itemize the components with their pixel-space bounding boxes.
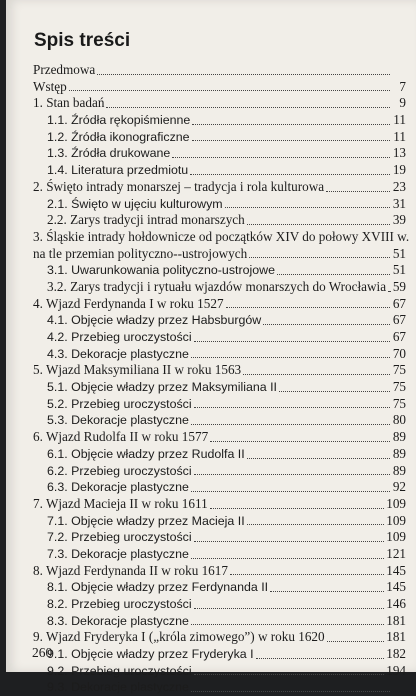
toc-entry-label: 5. Wjazd Maksymiliana II w roku 1563 [33,362,242,378]
toc-entry-page: 13 [392,145,406,161]
toc-entry-page: 11 [393,128,406,144]
toc-entry [6,362,416,379]
toc-entry [6,412,416,429]
dot-leader [172,157,390,158]
toc-entry-page: 75 [392,395,406,411]
toc-entry-label: 8.2. Przebieg uroczystości [47,597,192,611]
dot-leader [270,591,384,592]
dot-leader [194,608,385,609]
toc-entry-label: 3.2. Zarys tradycji i rytuału wjazdów monarszych do Wrocławia [47,278,387,294]
toc-entry [6,613,416,630]
toc-entry [6,279,416,296]
toc-entry-page: 51 [392,262,406,278]
toc-entry-page: 145 [386,562,406,578]
toc-entry [6,346,416,363]
dot-leader [191,357,390,358]
toc-entry-page: 9 [399,95,406,111]
toc-entry-page: 70 [392,345,406,361]
toc-entry-page: 121 [386,545,406,561]
toc-entry [6,212,416,229]
toc-entry [6,513,416,530]
toc-entry [6,296,416,313]
dot-leader [194,674,385,675]
toc-entry [6,62,416,79]
toc-entry-page: 89 [392,445,406,461]
toc-entry [6,563,416,580]
toc-entry-page: 75 [392,362,406,378]
toc-entry [6,663,416,680]
toc-entry-page: 92 [392,479,406,495]
dot-leader [279,391,390,392]
toc-entry-label: 3. Śląskie intrady hołdownicze od początków XIV do połowy XVIII w. [33,228,410,244]
toc-entry [6,579,416,596]
toc-entry [6,312,416,329]
dot-leader [191,558,384,559]
toc-entry-page: 89 [392,462,406,478]
toc-entry-label: 4. Wjazd Ferdynanda I w roku 1527 [33,295,224,311]
toc-entry-page: 31 [392,195,406,211]
dot-leader [97,74,390,75]
toc-entry [6,496,416,513]
toc-entry-label: 8.3. Dekoracje plastyczne [47,613,189,628]
toc-entry-label: na tle przemian polityczno--ustrojowych [33,245,248,261]
toc-entry [6,463,416,480]
toc-entry [6,529,416,546]
toc-entry-label: 5.1. Objęcie władzy przez Maksymiliana II [47,380,278,395]
toc-entry-label: 9. Wjazd Fryderyka I („króla zimowego”) w roku 1620 [33,629,325,645]
toc-entry-label: 6. Wjazd Rudolfa II w roku 1577 [33,429,209,445]
toc-entry-label: 7.2. Przebieg uroczystości [47,530,192,545]
toc-entry-label: 4.1. Objęcie władzy przez Habsburgów [47,313,262,328]
toc-entry [6,679,416,696]
toc-entry-label: 4.3. Dekoracje plastyczne [47,346,189,361]
toc-entry-label: Przedmowa [33,62,96,77]
toc-entry [6,446,416,463]
toc-entry-label: 1.3. Źródła drukowane [47,146,171,161]
dot-leader [327,641,385,642]
book-page [6,0,416,695]
toc-entry [6,379,416,396]
toc-entry-label: 5.3. Dekoracje plastyczne [47,413,189,428]
toc-entry-label: 7. Wjazd Macieja II w roku 1611 [33,495,208,511]
toc-entry-page: 39 [392,212,406,228]
page-title: Spis treści [34,30,131,51]
dot-leader [243,374,390,375]
dot-leader [194,541,385,542]
toc-entry [6,546,416,563]
toc-entry [6,229,416,246]
dot-leader [247,524,385,525]
dot-leader [192,124,390,125]
dot-leader [230,574,384,575]
toc-entry-label: 2.2. Zarys tradycji intrad monarszych [47,212,245,228]
toc-entry-page: 19 [392,162,406,178]
toc-entry [6,262,416,279]
toc-entry-label: 5.2. Przebieg uroczystości [47,396,192,411]
toc-entry-label: 9.2. Przebieg uroczystości [47,663,192,678]
toc-entry-label: 2. Święto intrady monarszej – tradycja i rola kulturowa [33,178,325,194]
page-number: 260 [32,645,53,660]
dot-leader [225,207,390,208]
toc-entry-page: 11 [393,112,406,128]
toc-entry [6,112,416,129]
toc-entry-label: 4.2. Przebieg uroczystości [47,330,192,344]
toc-entry-page: 109 [386,529,406,545]
toc-entry-page: 194 [386,662,406,678]
dot-leader [106,107,390,108]
toc-entry [6,246,416,263]
toc-entry-page: 75 [392,379,406,395]
toc-entry-page: 59 [392,278,406,294]
toc-entry-page: 67 [392,329,406,344]
toc-entry-page: 145 [386,579,406,595]
toc-entry-label: 1.1. Źródła rękopiśmienne [47,113,191,128]
toc-entry-page: 23 [392,178,406,194]
toc-entry [6,596,416,613]
dot-leader [326,191,390,192]
dot-leader [388,291,390,292]
toc-entry-label: 9.1. Objęcie władzy przez Fryderyka I [47,647,254,662]
toc-entry [6,162,416,179]
toc-entry-label: 6.2. Przebieg uroczystości [47,463,192,478]
toc-entry [6,479,416,496]
toc-entry-label: 8. Wjazd Ferdynanda II w roku 1617 [33,562,228,578]
toc-entry-label: 7.3. Dekoracje plastyczne [47,546,189,561]
toc-entry-label: 6.3. Dekoracje plastyczne [47,480,189,495]
toc-entry [6,396,416,413]
dot-leader [226,307,390,308]
dot-leader [263,324,390,325]
toc-entry [6,329,416,346]
toc-entry-page: 80 [392,412,406,428]
toc-entry-page: 109 [386,512,406,528]
toc-entry-page: 146 [386,596,406,611]
toc-entry [6,629,416,646]
toc-entry-label: Wstęp [33,78,67,94]
toc-entry-page: 51 [392,245,406,261]
dot-leader [247,224,390,225]
dot-leader [210,441,390,442]
dot-leader [194,407,390,408]
dot-leader [249,257,390,258]
toc-entry-page: 181 [386,612,406,628]
dot-leader [210,508,385,509]
toc-entry-label: 3.1. Uwarunkowania polityczno-ustrojowe [47,263,275,278]
dot-leader [190,174,390,175]
toc-entry [6,196,416,213]
dot-leader [194,341,390,342]
toc-entry [6,429,416,446]
dot-leader [192,140,390,141]
toc-entry-page: 181 [386,629,406,645]
toc-entry-page: 182 [386,646,406,662]
toc-entry-page: 89 [392,429,406,445]
dot-leader [191,491,390,492]
toc-entry [6,129,416,146]
toc-entry [6,646,416,663]
toc-entry-page: 67 [392,295,406,311]
dot-leader [191,624,384,625]
dot-leader [256,658,385,659]
toc-entry [6,145,416,162]
toc-entry-label: 1. Stan badań [33,95,105,111]
toc-entry-label: 1.2. Źródła ikonograficzne [47,129,190,144]
toc-entry-label: 1.4. Literatura przedmiotu [47,163,189,178]
dot-leader [247,458,390,459]
dot-leader [191,424,390,425]
toc-entry [6,79,416,96]
toc-entry [6,179,416,196]
toc-entry-label: 2.1. Święto w ujęciu kulturowym [47,196,223,211]
toc-entry-page: 67 [392,312,406,328]
dot-leader [191,691,390,692]
toc-entry-label: 9.3. Dekoracje plastyczne [47,680,189,695]
table-of-contents [6,62,416,696]
toc-entry-label: 6.1. Objęcie władzy przez Rudolfa II [47,446,245,461]
dot-leader [69,90,390,91]
toc-entry-page: 7 [399,78,406,94]
toc-entry [6,95,416,112]
toc-entry-page: 109 [386,495,406,511]
dot-leader [194,474,390,475]
toc-entry-label: 8.1. Objęcie władzy przez Ferdynanda II [47,580,269,595]
toc-entry-label: 7.1. Objęcie władzy przez Macieja II [47,513,245,528]
dot-leader [277,274,390,275]
